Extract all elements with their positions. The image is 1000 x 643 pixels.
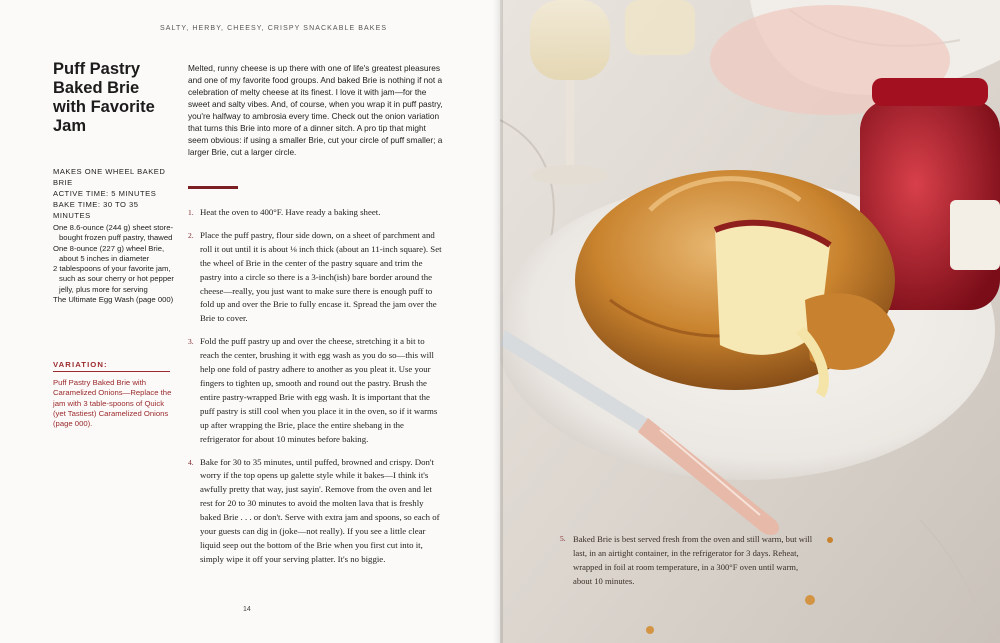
step-text: Fold the puff pastry up and over the cheese, stretching it a bit to reach the center, brushing it with egg wash as you do so—this will help one fold of pastry adhere to another as you pleat it. Use your fingers to tighten up, smooth and round out the pastry. Brush the entire pastry-wrapped Brie with egg wash. It is important that the puff pastry is still cool when you place it in the oven, so if it warms up after wrapping the Brie, place the entire shebang in the refrigerator for about 10 minutes before baking. <box>200 336 438 444</box>
step-item <box>188 335 443 446</box>
section-divider <box>188 186 238 189</box>
book-gutter-shadow <box>493 0 503 643</box>
step-number: 5. <box>560 534 566 543</box>
step-number: 1. <box>188 208 194 217</box>
step-number: 2. <box>188 230 194 240</box>
ingredient-item: The Ultimate Egg Wash (page 000) <box>53 295 174 305</box>
step-item <box>188 456 443 567</box>
ingredient-item: 2 tablespoons of your favorite jam, such as sour cherry or hot pepper jelly, plus more for serving <box>53 264 174 294</box>
step-number: 3. <box>188 337 194 347</box>
running-header: SALTY, HERBY, CHEESY, CRISPY SNACKABLE BAKES <box>160 25 388 32</box>
step-item <box>188 206 443 220</box>
step-text: Baked Brie is best served fresh from the oven and still warm, but will last, in an airtight container, in the refrigerator for 3 days. Reheat, wrapped in foil at room temperature, in a 300°F oven until warm, about 10 minutes. <box>573 534 813 586</box>
recipe-meta <box>53 166 178 221</box>
bake-time-text: BAKE TIME: 30 TO 35 MINUTES <box>53 200 139 220</box>
method-steps <box>188 206 443 576</box>
variation-heading: VARIATION: <box>53 360 108 369</box>
page-number: 14 <box>243 606 251 613</box>
active-time-text: ACTIVE TIME: 5 MINUTES <box>53 189 157 198</box>
step-number: 4. <box>188 457 194 467</box>
recipe-title: Puff Pastry Baked Brie with Favorite Jam <box>53 60 155 135</box>
step-text: Bake for 30 to 35 minutes, until puffed, browned and crispy. Don't worry if the top opens up galette style while it bakes—I think it's awfully pretty that way, just sayin'. Remove from the oven and let rest for 20 to 30 minutes to avoid the molten lava that is freshly baked Brie . . . or don't. Serve with extra jam and spoons, so each of your guests can dig in (joke—not really). If you see a little clear liquid seep out the bottom of the Brie when you first cut into it, simply wipe it off your serving platter. It's no biggie. <box>200 456 440 564</box>
step-text: Place the puff pastry, flour side down, on a sheet of parchment and roll it out until it is about ⅛ inch thick (about an 11-inch square). Set the wheel of Brie in the center of the pastry square and trim the pastry into a circle so there is a 3-inch(ish) bare border around the cheese—really, you just want to make sure there is enough puff to fold up and over the Brie to fully encase it. Spread the jam over the Brie to cover. <box>200 229 442 324</box>
ingredient-list <box>53 223 175 305</box>
step-text: Heat the oven to 400°F. Have ready a baking sheet. <box>200 207 381 217</box>
yield-text: MAKES ONE WHEEL BAKED BRIE <box>53 167 166 187</box>
intro-paragraph: Melted, runny cheese is up there with one of life's greatest pleasures and one of my favorite food groups. And baked Brie is nothing if not a celebration of melty cheese at its finest. I love it with jam—for the sweet and salty vibes. And, of course, when you wrap it in puff pastry, you're halfway to ambrosia every time. Check out the onion variation that turns this Brie into more of a dinner sitch. A pro tip that might seem obvious: if using a smaller Brie, cut your circle of puff smaller; a larger Brie, cut a larger circle. <box>188 63 443 157</box>
variation-text: Puff Pastry Baked Brie with Caramelized Onions—Replace the jam with 3 table-spoons of Quick (yet Tastiest) Caramelized Onions (page 000). <box>53 378 172 429</box>
ingredient-item: One 8-ounce (227 g) wheel Brie, about 5 inches in diameter <box>53 243 165 263</box>
variation-divider <box>53 371 170 372</box>
step-five-caption <box>560 532 818 588</box>
step-item <box>188 229 443 326</box>
ingredient-item: One 8.6-ounce (244 g) sheet store-bought frozen puff pastry, thawed <box>53 223 174 243</box>
